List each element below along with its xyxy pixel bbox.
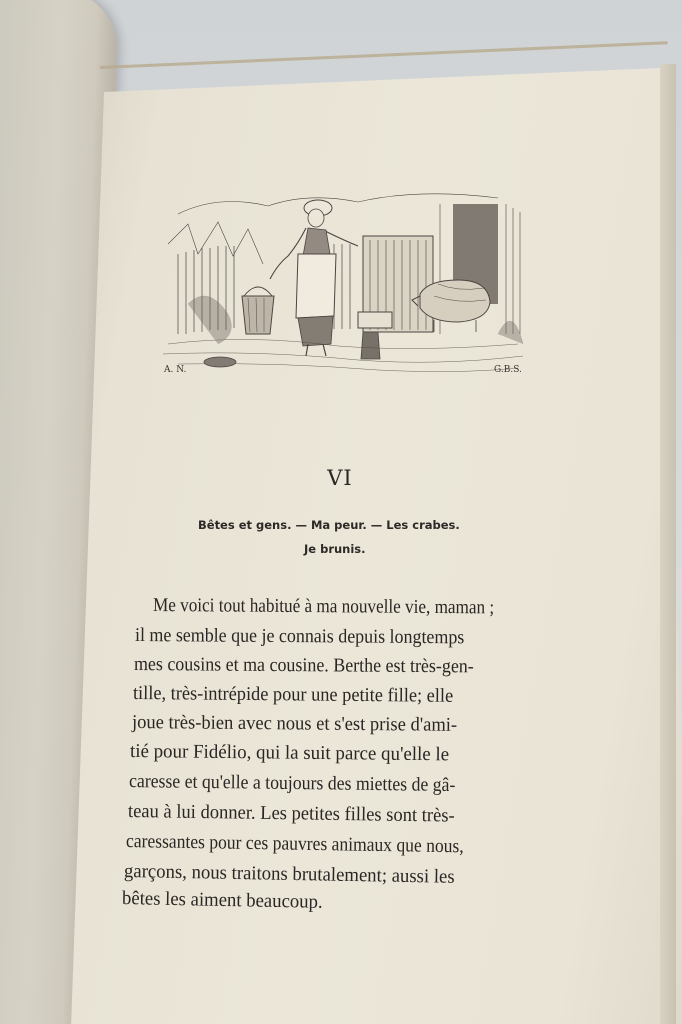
body-text-line: bêtes les aiment beaucoup. bbox=[121, 888, 323, 913]
body-text-line: mes cousins et ma cousine. Berthe est très-gen- bbox=[133, 654, 474, 678]
page-right-edge bbox=[660, 64, 676, 1024]
engraving-illustration bbox=[158, 184, 528, 380]
body-text-line: tié pour Fidélio, qui la suit parce qu'elle le bbox=[129, 741, 450, 766]
chapter-subtitle-line-1: Bêtes et gens. — Ma peur. — Les crabes. bbox=[198, 518, 460, 532]
body-text-line: garçons, nous traitons brutalement; aussi les bbox=[123, 861, 455, 888]
chapter-number: VI bbox=[327, 466, 353, 490]
engraver-signature-right: G.B.S. bbox=[494, 365, 522, 375]
body-text-line: Me voici tout habitué à ma nouvelle vie, maman ; bbox=[152, 595, 495, 619]
body-text-line: tille, très-intrépide pour une petite fille; elle bbox=[132, 683, 454, 707]
body-text-line: teau à lui donner. Les petites filles sont très- bbox=[127, 801, 455, 827]
chapter-subtitle-line-2: Je brunis. bbox=[304, 542, 366, 556]
body-text-line: caressantes pour ces pauvres animaux que nous, bbox=[125, 831, 464, 858]
engraver-signature-left: A. N. bbox=[164, 365, 187, 375]
body-text-line: joue très-bien avec nous et s'est prise d'ami- bbox=[131, 712, 458, 736]
body-text-line: il me semble que je connais depuis longtemps bbox=[134, 625, 465, 649]
body-text-line: caresse et qu'elle a toujours des miettes de gâ- bbox=[128, 771, 456, 796]
